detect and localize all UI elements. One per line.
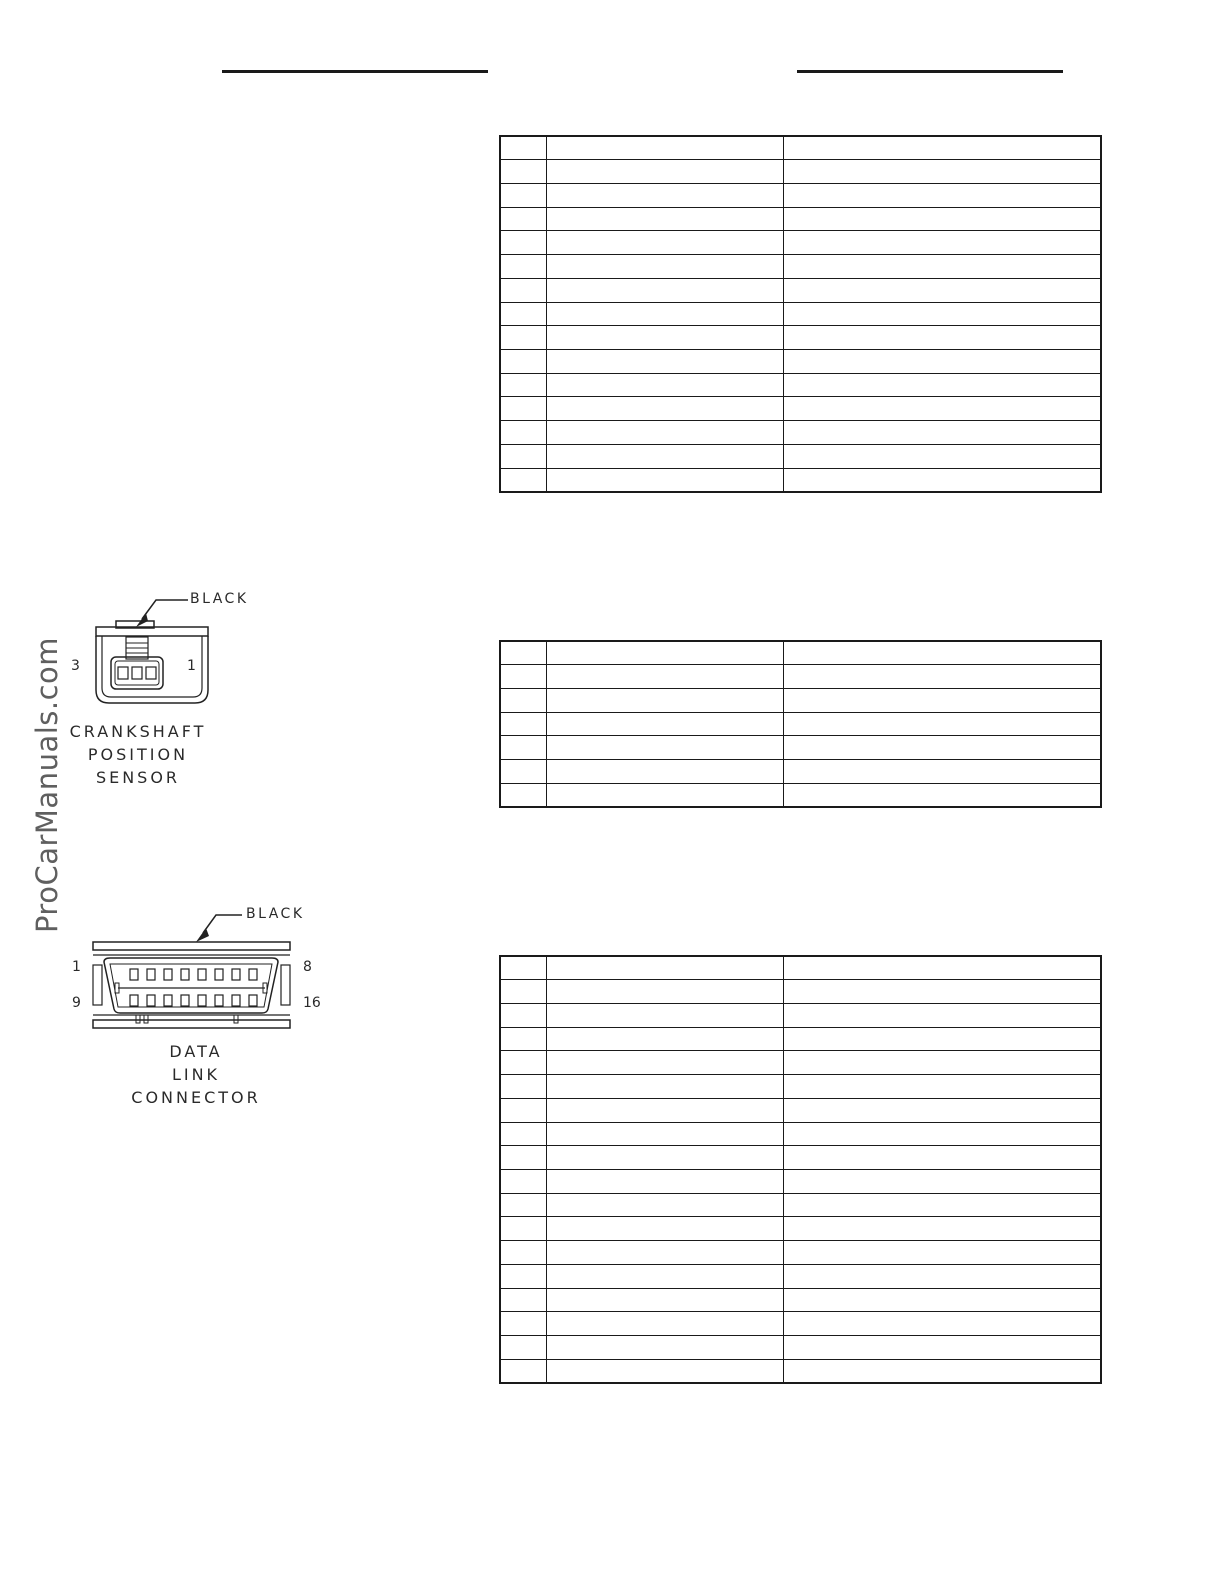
table-cell [546,760,783,784]
table-cell [500,302,546,326]
table-cell [783,326,1101,350]
table-cell [500,326,546,350]
table-cell [500,207,546,231]
table-cell [500,1193,546,1217]
dlc-title-line-1: DATA [169,1042,223,1061]
table-cell [783,278,1101,302]
table-cell [783,160,1101,184]
table-row [500,783,1101,807]
table-cell [546,688,783,712]
table-cell [783,1122,1101,1146]
table-cell [783,736,1101,760]
table-cell [783,1003,1101,1027]
table-cell [546,1288,783,1312]
table-row [500,1003,1101,1027]
dlc-title-line-3: CONNECTOR [131,1088,261,1107]
header-rule-left [222,70,488,73]
table-cell [783,1193,1101,1217]
table-row [500,1027,1101,1051]
table-cell [783,641,1101,665]
table-cell [546,207,783,231]
header-rule-right [797,70,1063,73]
table-cell [500,349,546,373]
table-cell [546,1312,783,1336]
table-cell [783,1359,1101,1383]
table-row [500,278,1101,302]
table-cell [783,207,1101,231]
table-row [500,1217,1101,1241]
table-cell [500,1051,546,1075]
table-cell [783,231,1101,255]
table-cell [546,278,783,302]
pin-table-1 [499,135,1102,493]
table-cell [500,1098,546,1122]
table-cell [500,665,546,689]
table-row [500,326,1101,350]
table-cell [546,980,783,1004]
table-row [500,1122,1101,1146]
table-cell [783,421,1101,445]
table-cell [500,956,546,980]
table-cell [500,255,546,279]
table-row [500,421,1101,445]
table-cell [500,736,546,760]
dlc-pin-1: 1 [72,959,81,975]
crankshaft-pin-left: 3 [71,658,80,674]
table-cell [500,1003,546,1027]
table-cell [500,278,546,302]
table-cell [783,444,1101,468]
table-row [500,231,1101,255]
table-cell [500,1288,546,1312]
table-row [500,712,1101,736]
table-row [500,1169,1101,1193]
table-cell [546,956,783,980]
table-row [500,1098,1101,1122]
table-row [500,1359,1101,1383]
table-cell [500,397,546,421]
table-cell [500,1264,546,1288]
table-cell [500,160,546,184]
table-cell [500,1336,546,1360]
table-cell [500,1241,546,1265]
table-cell [783,1075,1101,1099]
table-cell [546,183,783,207]
table-cell [783,373,1101,397]
table-cell [783,783,1101,807]
table-cell [500,136,546,160]
data-link-connector-diagram [60,900,320,1040]
table-cell [546,1217,783,1241]
table-cell [546,783,783,807]
table-cell [783,1217,1101,1241]
table-cell [783,1288,1101,1312]
table-cell [546,1027,783,1051]
table-row [500,397,1101,421]
table-cell [546,641,783,665]
table-cell [546,736,783,760]
table-cell [783,349,1101,373]
table-cell [546,1193,783,1217]
dlc-title [116,1040,276,1109]
table-cell [546,326,783,350]
pin-table-3 [499,955,1102,1384]
dlc-title-line-2: LINK [171,1065,221,1084]
table-cell [546,231,783,255]
dlc-pin-8: 8 [303,959,312,975]
table-cell [546,1122,783,1146]
table-cell [783,956,1101,980]
table-row [500,1312,1101,1336]
table-cell [783,1146,1101,1170]
table-cell [783,468,1101,492]
table-cell [546,1098,783,1122]
table-row [500,760,1101,784]
table-cell [500,641,546,665]
crankshaft-title-line-2: POSITION [87,745,189,764]
table-cell [783,397,1101,421]
table-cell [546,421,783,445]
table-row [500,1288,1101,1312]
table-cell [783,1336,1101,1360]
crankshaft-title-line-3: SENSOR [95,768,181,787]
table-cell [783,1027,1101,1051]
table-row [500,255,1101,279]
table-cell [783,712,1101,736]
table-cell [546,665,783,689]
table-row [500,1075,1101,1099]
crankshaft-sensor-title [58,720,218,789]
crankshaft-sensor-diagram [60,585,260,715]
table-cell [546,444,783,468]
table-cell [546,302,783,326]
table-cell [500,183,546,207]
table-cell [546,1336,783,1360]
table-row [500,160,1101,184]
table-row [500,468,1101,492]
table-row [500,956,1101,980]
table-cell [500,783,546,807]
table-cell [783,255,1101,279]
table-cell [500,1027,546,1051]
table-row [500,1051,1101,1075]
table-cell [783,980,1101,1004]
table-cell [546,160,783,184]
table-row [500,444,1101,468]
dlc-color-label: BLACK [246,906,305,922]
table-cell [500,1359,546,1383]
table-cell [500,468,546,492]
table-row [500,1264,1101,1288]
table-row [500,302,1101,326]
crankshaft-title-line-1: CRANKSHAFT [69,722,207,741]
table-cell [546,136,783,160]
table-cell [500,1122,546,1146]
table-cell [546,397,783,421]
table-cell [546,1075,783,1099]
table-cell [500,760,546,784]
table-cell [783,1241,1101,1265]
table-cell [500,688,546,712]
table-cell [546,255,783,279]
table-cell [500,231,546,255]
crankshaft-pin-right: 1 [187,658,196,674]
table-row [500,136,1101,160]
table-cell [783,1098,1101,1122]
table-row [500,641,1101,665]
table-cell [546,1359,783,1383]
table-cell [546,1241,783,1265]
table-cell [500,1217,546,1241]
table-cell [783,1051,1101,1075]
table-cell [783,183,1101,207]
table-row [500,1241,1101,1265]
table-cell [783,1312,1101,1336]
table-cell [546,1146,783,1170]
table-cell [546,1051,783,1075]
table-cell [783,302,1101,326]
table-cell [783,688,1101,712]
table-cell [500,444,546,468]
table-row [500,349,1101,373]
table-row [500,207,1101,231]
table-cell [546,373,783,397]
table-row [500,688,1101,712]
table-cell [783,1264,1101,1288]
table-row [500,183,1101,207]
table-row [500,980,1101,1004]
pin-table-2 [499,640,1102,808]
table-cell [500,1075,546,1099]
watermark-text: ProCarManuals.com [30,636,64,934]
table-row [500,736,1101,760]
table-row [500,1146,1101,1170]
table-cell [546,349,783,373]
table-cell [546,712,783,736]
table-cell [546,1169,783,1193]
table-row [500,665,1101,689]
table-cell [783,1169,1101,1193]
table-cell [500,421,546,445]
table-cell [783,665,1101,689]
table-cell [500,1312,546,1336]
table-row [500,1193,1101,1217]
table-cell [500,373,546,397]
table-cell [500,712,546,736]
table-cell [546,1003,783,1027]
dlc-pin-9: 9 [72,995,81,1011]
table-cell [546,1264,783,1288]
table-cell [783,136,1101,160]
table-cell [546,468,783,492]
dlc-pin-16: 16 [303,995,321,1011]
table-row [500,1336,1101,1360]
table-cell [500,1169,546,1193]
table-row [500,373,1101,397]
table-cell [500,1146,546,1170]
table-cell [500,980,546,1004]
table-cell [783,760,1101,784]
crankshaft-color-label: BLACK [190,591,249,607]
